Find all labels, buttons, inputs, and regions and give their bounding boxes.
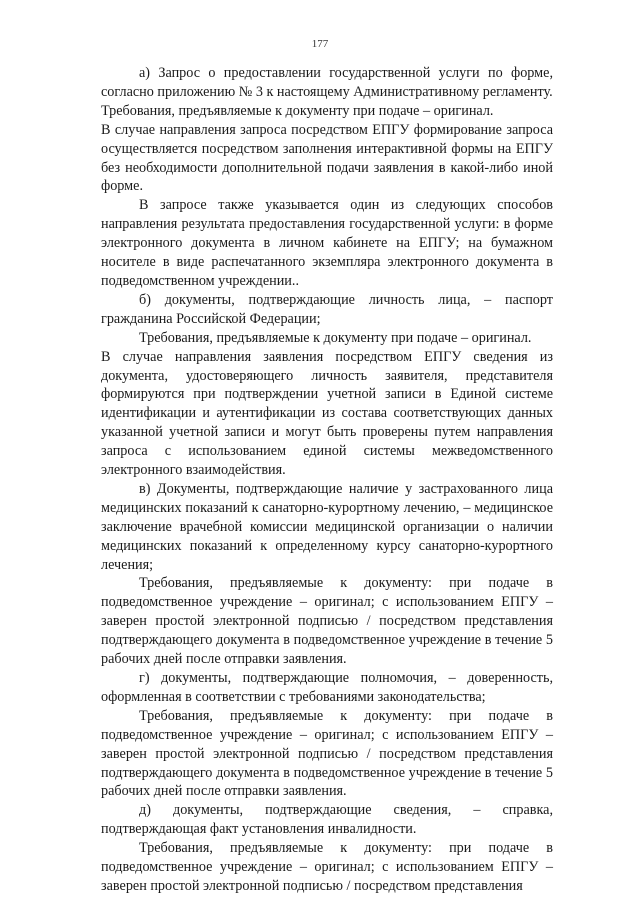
paragraph: В случае направления заявления посредством ЕПГУ сведения из документа, удостоверяющего личность заявителя, представителя формируются при подтверждении учетной записи в Единой системе идентификации и аутентификации из состава соответствующих данных указанной учетной записи и могут быть проверены путем направления запроса с использованием единой системы межведомственного электронного взаимодействия. <box>101 348 553 479</box>
paragraph: Требования, предъявляемые к документу при подаче – оригинал. <box>139 329 532 346</box>
paragraph: Требования, предъявляемые к документу: при подаче в подведомственное учреждение – оригинал; с использованием ЕПГУ – заверен простой электронной подписью / посредством представления подтверждающего документа в подведомственное учреждение в течение 5 рабочих дней после отправки заявления. <box>101 575 553 668</box>
page-number: 177 <box>311 38 329 50</box>
paragraph: В запросе также указывается один из следующих способов направления результата предоставления государственной услуги: в форме электронного документа в личном кабинете на ЕПГУ; на бумажном носителе в виде распечатанного экземпляра электронного документа в подведомственном учреждении.. <box>101 197 553 289</box>
paragraph: б) документы, подтверждающие личность лица, – паспорт гражданина Российской Федерации; <box>101 291 553 327</box>
paragraph: Требования, предъявляемые к документу при подаче – оригинал. <box>101 102 494 119</box>
paragraph: г) документы, подтверждающие полномочия, – доверенность, оформленная в соответствии с требованиями законодательства; <box>101 670 553 705</box>
paragraph: Требования, предъявляемые к документу: при подаче в подведомственное учреждение – оригинал; с использованием ЕПГУ – заверен простой электронной подписью / посредством представления подтверждающего документа в подведомственное учреждение в течение 5 рабочих дней после отправки заявления. <box>101 707 553 800</box>
paragraph: В случае направления запроса посредством ЕПГУ формирование запроса осуществляется посредством заполнения интерактивной формы на ЕПГУ без необходимости дополнительной подачи заявления в какой-либо иной форме. <box>101 121 553 195</box>
paragraph: а) Запрос о предоставлении государственной услуги по форме, согласно приложению № 3 к настоящему Административному регламенту. <box>101 65 553 100</box>
document-body <box>101 64 553 896</box>
paragraph: д) документы, подтверждающие сведения, – справка, подтверждающая факт установления инвалидности. <box>101 802 553 838</box>
paragraph: в) Документы, подтверждающие наличие у застрахованного лица медицинских показаний к санаторно-курортному лечению, – медицинское заключение врачебной комиссии медицинской организации о наличии медицинских показаний к определенному курсу санаторно-курортного лечения; <box>101 480 553 573</box>
paragraph: Требования, предъявляемые к документу: при подаче в подведомственное учреждение – оригинал; с использованием ЕПГУ – заверен простой электронной подписью / посредством представления <box>101 840 553 894</box>
